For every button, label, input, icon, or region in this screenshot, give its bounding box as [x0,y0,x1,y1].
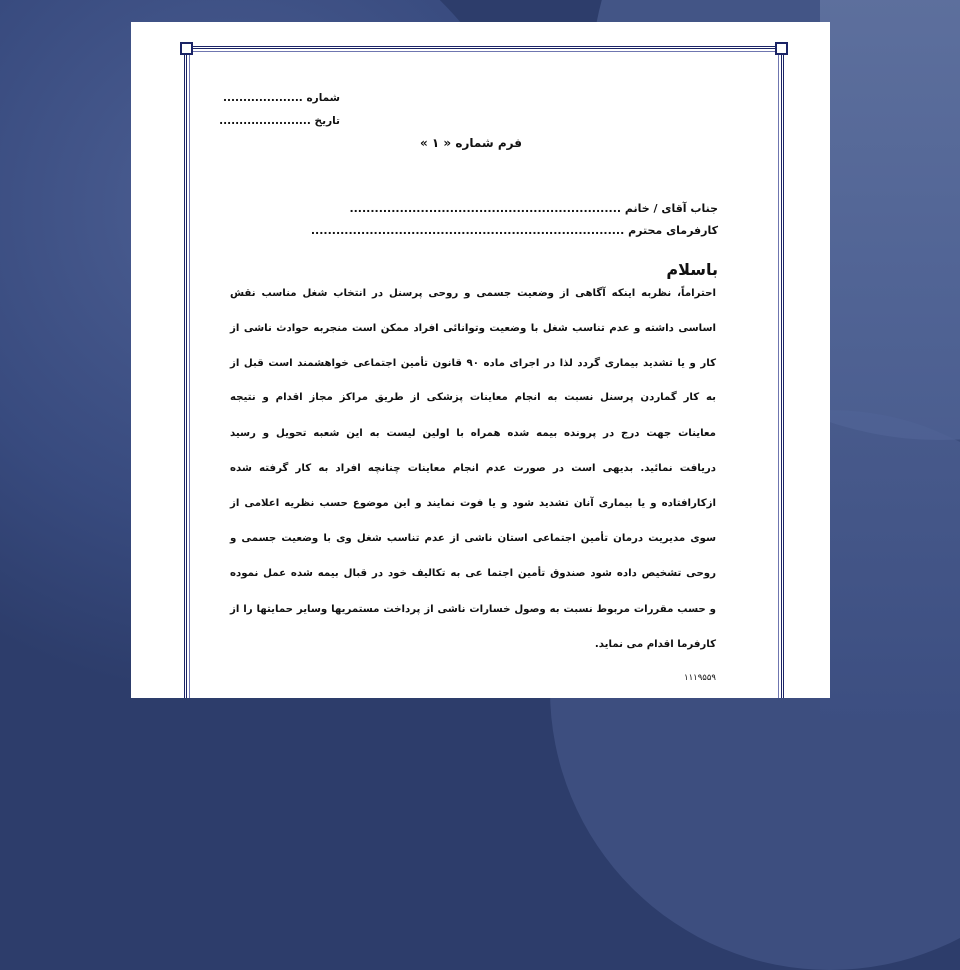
body-line: معاینات جهت درج در پرونده بیمه شده همراه با اولین لیست به این شعبه تحویل و رسید [230,428,716,439]
body-line: اساسی داشته و عدم تناسب شغل با وضعیت وتوانائی افراد ممکن است منجربه حوادث ناشی از [230,323,716,334]
form-title: فرم شماره « ۱ » [419,136,522,150]
body-line: کارفرما اقدام می نماید. [594,639,716,650]
background-decoration [820,0,960,720]
greeting: باسلام [666,260,718,279]
body-line: کار و یا تشدید بیماری گردد لذا در اجرای ماده ۹۰ قانون تأمین اجتماعی خواهشمند است قبل از [230,358,716,369]
body-line: و حسب مقررات مربوط نسبت به وصول خسارات ناشی از پرداخت مستمریها وسایر حمایتها را از [230,604,716,615]
number-field: شماره .................... [223,92,340,104]
body-line: روحی تشخیص داده شود صندوق تأمین اجتما عی به تکالیف خود در قبال بیمه شده عمل نموده [230,568,716,579]
border-corner-ornament [775,42,788,55]
document-code: ۱۱۱۹۵۵۹ [684,673,716,683]
employer-field: کارفرمای محترم ........................................................................... [310,224,718,237]
body-line: ازکارافتاده و یا بیماری آنان تشدید شود و یا فوت نمایند و این موضوع حسب نظریه اعلامی از [230,498,716,509]
body-line: دریافت نمائید. بدیهی است در صورت عدم انجام معاینات چنانچه افراد به کار گرفته شده [230,463,716,474]
body-line: سوی مدیریت درمان تأمین اجتماعی استان ناشی از عدم تناسب شغل وی با وضعیت جسمی و [230,533,716,544]
document-page [131,22,830,698]
body-line: به کار گماردن پرسنل نسبت به انجام معاینات پزشکی از طریق مراکز مجاز اقدام و نتیجه [230,392,716,403]
body-line: احتراماً، نظربه اینکه آگاهی از وضعیت جسمی و روحی پرسنل در انتخاب شغل مناسب نقش [230,288,716,299]
recipient-name-field: جناب آقای / خانم ................................................................. [349,202,718,215]
border-corner-ornament [180,42,193,55]
date-field: تاریخ ....................... [219,115,340,127]
